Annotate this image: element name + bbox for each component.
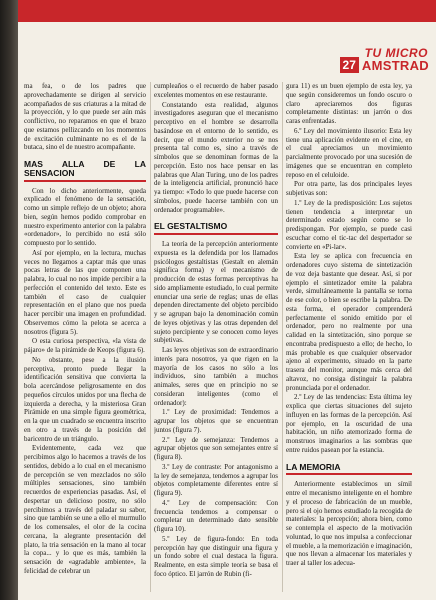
paragraph: 3.º Ley de contraste: Por antagonismo a la ley de semejanza, tendemos a agrupar los objetos completamente diferentes entre sí (figura 9). bbox=[154, 462, 278, 497]
page-binding-gutter bbox=[0, 0, 18, 600]
paragraph: 1.º Ley de proximidad: Tendemos a agrupar los objetos que se encuentran juntos (figura 7). bbox=[154, 408, 278, 434]
paragraph: La teoría de la percepción anteriormente expuesta es la defendida por los llamados psicólogos gestaltistas (Gestalt en alemán significa forma) y el mecanismo de producción de estas formas perceptivas ha sido ampliamente estudiado, lo cual permite enunciar una serie de reglas; unas de ellas dependen directamente del objeto percibido y se agrupan bajo la denominación común de leyes objetivas y las otras dependen del sujeto percipiente y se conocen como leyes subjetivas. bbox=[154, 240, 278, 345]
paragraph: Evidentemente, cada vez que percibimos algo lo hacemos a través de los sentidos, debido a lo cual en el mecanismo de percepción se ven mezclados no sólo múltiples sensaciones, sino también recuerdos de experiencias pasadas. Así, el despertar un delicioso postre, no sólo percibimos a través del paladar su sabor, sino que también se une a ello el murmullo de los comensales, el olor de la cocina cercana, la alegrante presentación del plato, la tria sensación en la mano al tocar la copa... y lo que es más, también la sensación de «agradable ambiente», la felicidad de celebrar un bbox=[24, 444, 146, 575]
paragraph: 2.º Ley de las tendencias: Esta última ley explica que ciertas situaciones del sujeto influyen en las formas de la percepción. Así por ejemplo, en la oscuridad de una habitación, un niño atemorizado forma de monstruos imaginarios a las sombras que entre ruidos pasean por la estancia. bbox=[286, 393, 412, 454]
paragraph: Con lo dicho anteriormente, queda explicado el fenómeno de la sensación, como un simple reflejo de un objeto; ahora bien, según hemos podido comprobar en nuestro experimento anterior con la palabra «ordenador», lo percibido no está sólo compuesto por lo sentido. bbox=[24, 186, 146, 247]
paragraph: 4.º Ley de compensación: Con frecuencia tendemos a compensar o completar un determinado dato sensible (figura 10). bbox=[154, 498, 278, 533]
magazine-name: TU MICRO bbox=[364, 46, 428, 60]
page-folio bbox=[340, 57, 429, 73]
paragraph: Así por ejemplo, en la lectura, muchas veces no llegamos a captar más que unas pocas letras de las que componen una palabra, lo cual no nos impide percibir a la perfección el contenido del texto. Este es también el caso de cualquier representación en el plano que nos pueda hacer percibir una imagen en profundidad. Observemos cómo la pelota se acerca a nosotros (figura 5). bbox=[24, 248, 146, 336]
paragraph: Por otra parte, las dos principales leyes subjetivas son: bbox=[286, 180, 412, 197]
page-number: 27 bbox=[340, 57, 359, 73]
paragraph: 5.º Ley de figura-fondo: En toda percepción hay que distinguir una figura y un fondo sobre el cual destaca la figura. Realmente, en esta simple teoría se basa el foco óptico. El jarrón de Rubin (fi- bbox=[154, 534, 278, 578]
paragraph: 2.º Ley de semejanza: Tendemos a agrupar objetos que son semejantes entre sí (figura 8). bbox=[154, 435, 278, 461]
text-column-1 bbox=[24, 82, 146, 596]
paragraph: Esta ley se aplica con frecuencia en ordenadores cuyo sistema de sintetización de voz deja bastante que desear. Así, si por ejemplo el sintetizador emite la palabra verde, simultáneamente la pantalla se torna de ese color, o bien se escribe la palabra. De esta forma, el operador comprenderá perfectamente el sonido emitido por el ordenador, pero no realmente por una calidad en la sintetización, sino porque se encontraba predispuesto a ello; de hecho, lo más probable es que cualquier observador ajeno al experimento, situado en la parte trasera del monitor, aunque más cerca del altavoz, no consiga distinguir la palabra pronunciada por el ordenador. bbox=[286, 252, 412, 392]
text-column-2 bbox=[154, 82, 278, 596]
section-heading: MAS ALLA DE LA SENSACION bbox=[24, 160, 146, 182]
paragraph: 6.º Ley del movimiento ilusorio: Esta ley tiene una aplicación evidente en el cine, en el cual apreciamos un movimiento parcialmente provocado por una sucesión de imágenes que se encuentran en completo reposo en el celuloide. bbox=[286, 126, 412, 179]
brand-title: AMSTRAD bbox=[361, 57, 429, 73]
paragraph: 1.º Ley de la predisposición: Los sujetos tienen tendencia a interpretar un determinado estado según como se lo predispongan. Por ejemplo, se puede casi escuchar como el tic-tac del despertador se convierte en «Pi-lar». bbox=[286, 198, 412, 251]
paragraph: Anteriormente establecimos un símil entre el mecanismo inteligente en el hombre y el proceso de fabricación de un mueble, pero si el ojo hemos estudiado la recogida de materiales: la percepción; ahora bien, como se contempla el aspecto de la motivación voluntad, lo que nos impulsa a confeccionar el mueble, a la memorización e imaginación, que nos llevan a almacenar los materiales y traer al taller los adecua- bbox=[286, 480, 412, 567]
column-rule bbox=[282, 82, 283, 592]
text-column-3 bbox=[286, 82, 412, 596]
paragraph: O esta curiosa perspectiva, «la vista de pájaro» de la pirámide de Keops (figura 6). bbox=[24, 337, 146, 354]
column-rule bbox=[150, 82, 151, 592]
paragraph: No obstante, pese a la ilusión perceptiva, pronto puede llegar la identificación sensitiva que convierta la bola acercándose peligrosamente en dos pequeños círculos unidos por una flecha de izquierda a derecha, y la misteriosa Gran Pirámide en una simple figura geométrica, en la que un cuadrado se encuentra inscrito en otro a través de la posición del baricentro de un triángulo. bbox=[24, 355, 146, 443]
paragraph: cumpleaños o el recuerdo de haber pasado excelentes momentos en ese restaurante. bbox=[154, 82, 278, 99]
section-heading: EL GESTALTISMO bbox=[154, 222, 278, 235]
paragraph: gura 11) es un buen ejemplo de esta ley, ya que según consideremos un fondo oscuro o claro apreciaremos dos figuras completamente distintas: un jarrón o dos caras enfrentadas. bbox=[286, 82, 412, 125]
top-red-bar bbox=[18, 0, 436, 22]
magazine-page bbox=[18, 0, 436, 600]
paragraph: ma fea, o de los padres que aprovechadamente se dirigen al servicio acompañados de sus criaturas a la mitad de la proyección, y lo que puede ser aún más conflictivo, no reparamos en que el brazo que estamos pellizcando en los momentos de excitación culminante no es el de la butaca, sino el de nuestro acompañante. bbox=[24, 82, 146, 152]
paragraph: Constatando esta realidad, algunos investigadores aseguran que el mecanismo perceptivo en el hombre se desarrolla basándose en el entorno de lo sentido, es decir, que el mundo exterior no se nos presenta tal como es, sino a través de símbolos que se denominan formas de la percepción. Esto nos hace pensar en las palabras que Alan Turing, uno de los padres de la inteligencia artificial, pronunció hace ya tiempo: «Todo lo que puede hacerse con símbolos, puede hacerse también con un ordenador programable». bbox=[154, 100, 278, 214]
paragraph: Las leyes objetivas son de extraordinario interés para nosotros, ya que rigen en la mayoría de los casos no sólo a los individuos, sino también a muchos animales, seres que en principio no se consideran inteligentes (como el ordenador): bbox=[154, 346, 278, 407]
section-heading: LA MEMORIA bbox=[286, 463, 412, 476]
